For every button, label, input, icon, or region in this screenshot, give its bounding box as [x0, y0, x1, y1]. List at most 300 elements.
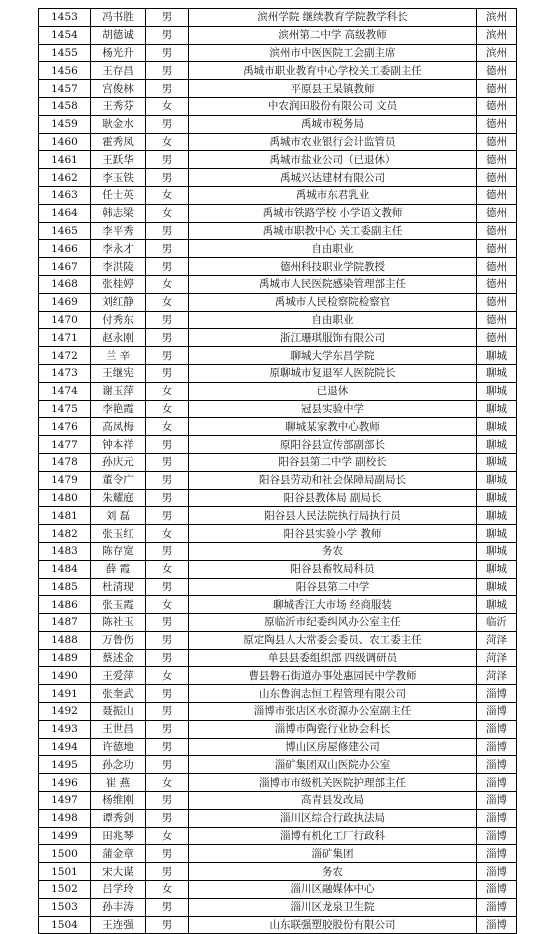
- city-cell: 德州: [477, 240, 517, 258]
- city-cell: 淄博: [477, 845, 517, 863]
- table-row: [39, 542, 517, 560]
- row-number-cell: 1497: [39, 792, 91, 810]
- gender-cell: 男: [146, 9, 189, 27]
- workplace-cell: 禹城市人民检察院检察官: [189, 293, 477, 311]
- name-cell: 耿金水: [91, 115, 146, 133]
- city-cell: 淄博: [477, 792, 517, 810]
- workplace-cell: 禹城市职业教育中心学校关工委副主任: [189, 62, 477, 80]
- table-row: [39, 311, 517, 329]
- city-cell: 德州: [477, 329, 517, 347]
- gender-cell: 女: [146, 133, 189, 151]
- gender-cell: 男: [146, 631, 189, 649]
- workplace-cell: 阳谷县劳动和社会保障局副局长: [189, 471, 477, 489]
- row-number-cell: 1492: [39, 703, 91, 721]
- city-cell: 淄博: [477, 685, 517, 703]
- name-cell: 李玉铁: [91, 169, 146, 187]
- workplace-cell: 淄矿集团: [189, 845, 477, 863]
- city-cell: 临沂: [477, 614, 517, 632]
- name-cell: 宫俊林: [91, 80, 146, 98]
- city-cell: 德州: [477, 62, 517, 80]
- gender-cell: 女: [146, 667, 189, 685]
- table-row: [39, 703, 517, 721]
- city-cell: 淄博: [477, 720, 517, 738]
- city-cell: 滨州: [477, 44, 517, 62]
- workplace-cell: 原定陶县人大常委会委员、农工委主任: [189, 631, 477, 649]
- city-cell: 德州: [477, 204, 517, 222]
- city-cell: 聊城: [477, 578, 517, 596]
- row-number-cell: 1454: [39, 26, 91, 44]
- row-number-cell: 1484: [39, 560, 91, 578]
- gender-cell: 男: [146, 649, 189, 667]
- table-row: [39, 97, 517, 115]
- workplace-cell: 禹城市东君乳业: [189, 186, 477, 204]
- city-cell: 淄博: [477, 881, 517, 899]
- city-cell: 聊城: [477, 453, 517, 471]
- row-number-cell: 1499: [39, 827, 91, 845]
- city-cell: 聊城: [477, 542, 517, 560]
- name-cell: 王秀芬: [91, 97, 146, 115]
- table-row: [39, 62, 517, 80]
- gender-cell: 男: [146, 26, 189, 44]
- city-cell: 淄博: [477, 809, 517, 827]
- row-number-cell: 1460: [39, 133, 91, 151]
- table-row: [39, 418, 517, 436]
- table-row: [39, 667, 517, 685]
- gender-cell: 女: [146, 881, 189, 899]
- gender-cell: 男: [146, 809, 189, 827]
- name-cell: 王跃华: [91, 151, 146, 169]
- row-number-cell: 1459: [39, 115, 91, 133]
- city-cell: 聊城: [477, 507, 517, 525]
- table-row: [39, 293, 517, 311]
- name-cell: 王继宪: [91, 364, 146, 382]
- workplace-cell: 禹城市人民医院感染管理部主任: [189, 275, 477, 293]
- name-cell: 薛 霞: [91, 560, 146, 578]
- table-row: [39, 275, 517, 293]
- gender-cell: 男: [146, 738, 189, 756]
- workplace-cell: 原阳谷县宣传部副部长: [189, 436, 477, 454]
- workplace-cell: 淄博有机化工厂行政科: [189, 827, 477, 845]
- city-cell: 菏泽: [477, 649, 517, 667]
- row-number-cell: 1461: [39, 151, 91, 169]
- table-row: [39, 916, 517, 934]
- table-row: [39, 169, 517, 187]
- row-number-cell: 1498: [39, 809, 91, 827]
- workplace-cell: 已退休: [189, 382, 477, 400]
- gender-cell: 男: [146, 489, 189, 507]
- gender-cell: 男: [146, 222, 189, 240]
- name-cell: 蔡述金: [91, 649, 146, 667]
- workplace-cell: 禹城市盐业公司（已退休）: [189, 151, 477, 169]
- roster-body: [39, 9, 517, 934]
- table-row: [39, 507, 517, 525]
- row-number-cell: 1456: [39, 62, 91, 80]
- workplace-cell: 阳谷县实验小学 教师: [189, 525, 477, 543]
- name-cell: 张玉红: [91, 525, 146, 543]
- name-cell: 谢玉萍: [91, 382, 146, 400]
- table-row: [39, 347, 517, 365]
- table-row: [39, 774, 517, 792]
- row-number-cell: 1464: [39, 204, 91, 222]
- row-number-cell: 1465: [39, 222, 91, 240]
- row-number-cell: 1482: [39, 525, 91, 543]
- name-cell: 韩志梁: [91, 204, 146, 222]
- city-cell: 德州: [477, 293, 517, 311]
- row-number-cell: 1471: [39, 329, 91, 347]
- gender-cell: 男: [146, 756, 189, 774]
- row-number-cell: 1496: [39, 774, 91, 792]
- row-number-cell: 1462: [39, 169, 91, 187]
- name-cell: 霍秀凤: [91, 133, 146, 151]
- city-cell: 聊城: [477, 436, 517, 454]
- workplace-cell: 阳谷县第二中学: [189, 578, 477, 596]
- table-row: [39, 881, 517, 899]
- table-row: [39, 863, 517, 881]
- table-row: [39, 596, 517, 614]
- city-cell: 菏泽: [477, 631, 517, 649]
- city-cell: 淄博: [477, 703, 517, 721]
- name-cell: 万鲁伤: [91, 631, 146, 649]
- name-cell: 高凤梅: [91, 418, 146, 436]
- city-cell: 聊城: [477, 525, 517, 543]
- table-row: [39, 560, 517, 578]
- row-number-cell: 1483: [39, 542, 91, 560]
- city-cell: 聊城: [477, 596, 517, 614]
- name-cell: 张玉霞: [91, 596, 146, 614]
- city-cell: 德州: [477, 97, 517, 115]
- workplace-cell: 淄矿集团双山医院办公室: [189, 756, 477, 774]
- table-row: [39, 364, 517, 382]
- table-row: [39, 578, 517, 596]
- roster-table: [38, 8, 517, 934]
- gender-cell: 男: [146, 898, 189, 916]
- row-number-cell: 1463: [39, 186, 91, 204]
- row-number-cell: 1501: [39, 863, 91, 881]
- name-cell: 王存昌: [91, 62, 146, 80]
- row-number-cell: 1468: [39, 275, 91, 293]
- table-row: [39, 685, 517, 703]
- row-number-cell: 1481: [39, 507, 91, 525]
- row-number-cell: 1502: [39, 881, 91, 899]
- workplace-cell: 淄博市陶瓷行业协会科长: [189, 720, 477, 738]
- gender-cell: 男: [146, 845, 189, 863]
- table-row: [39, 471, 517, 489]
- gender-cell: 男: [146, 578, 189, 596]
- name-cell: 陈存宽: [91, 542, 146, 560]
- name-cell: 崔 燕: [91, 774, 146, 792]
- table-row: [39, 756, 517, 774]
- row-number-cell: 1488: [39, 631, 91, 649]
- gender-cell: 女: [146, 382, 189, 400]
- table-row: [39, 151, 517, 169]
- city-cell: 聊城: [477, 400, 517, 418]
- workplace-cell: 禹城兴达建材有限公司: [189, 169, 477, 187]
- workplace-cell: 中农润田股份有限公司 文员: [189, 97, 477, 115]
- workplace-cell: 聊城大学东昌学院: [189, 347, 477, 365]
- gender-cell: 男: [146, 80, 189, 98]
- name-cell: 兰 辛: [91, 347, 146, 365]
- gender-cell: 男: [146, 115, 189, 133]
- city-cell: 淄博: [477, 827, 517, 845]
- workplace-cell: 禹城市铁路学校 小学语文教师: [189, 204, 477, 222]
- workplace-cell: 淄川区融媒体中心: [189, 881, 477, 899]
- row-number-cell: 1495: [39, 756, 91, 774]
- row-number-cell: 1503: [39, 898, 91, 916]
- table-row: [39, 489, 517, 507]
- row-number-cell: 1486: [39, 596, 91, 614]
- workplace-cell: 冠县实验中学: [189, 400, 477, 418]
- workplace-cell: 自由职业: [189, 311, 477, 329]
- row-number-cell: 1477: [39, 436, 91, 454]
- row-number-cell: 1467: [39, 258, 91, 276]
- row-number-cell: 1455: [39, 44, 91, 62]
- city-cell: 德州: [477, 80, 517, 98]
- gender-cell: 男: [146, 258, 189, 276]
- name-cell: 冯书胜: [91, 9, 146, 27]
- workplace-cell: 禹城市税务局: [189, 115, 477, 133]
- name-cell: 孙念功: [91, 756, 146, 774]
- gender-cell: 女: [146, 560, 189, 578]
- name-cell: 田兆琴: [91, 827, 146, 845]
- workplace-cell: 禹城市农业银行会计监管员: [189, 133, 477, 151]
- row-number-cell: 1476: [39, 418, 91, 436]
- gender-cell: 女: [146, 293, 189, 311]
- name-cell: 付秀东: [91, 311, 146, 329]
- table-row: [39, 240, 517, 258]
- city-cell: 聊城: [477, 471, 517, 489]
- workplace-cell: 阳谷县畜牧局科员: [189, 560, 477, 578]
- table-row: [39, 436, 517, 454]
- gender-cell: 女: [146, 275, 189, 293]
- city-cell: 淄博: [477, 898, 517, 916]
- city-cell: 淄博: [477, 774, 517, 792]
- name-cell: 刘红静: [91, 293, 146, 311]
- name-cell: 刘 磊: [91, 507, 146, 525]
- workplace-cell: 淄博市市级机关医院护理部主任: [189, 774, 477, 792]
- name-cell: 杜清现: [91, 578, 146, 596]
- row-number-cell: 1490: [39, 667, 91, 685]
- table-row: [39, 827, 517, 845]
- table-row: [39, 9, 517, 27]
- city-cell: 滨州: [477, 9, 517, 27]
- table-row: [39, 204, 517, 222]
- workplace-cell: 阳谷县第二中学 副校长: [189, 453, 477, 471]
- gender-cell: 男: [146, 703, 189, 721]
- name-cell: 董令广: [91, 471, 146, 489]
- name-cell: 王连强: [91, 916, 146, 934]
- name-cell: 朱耀庭: [91, 489, 146, 507]
- row-number-cell: 1504: [39, 916, 91, 934]
- gender-cell: 男: [146, 44, 189, 62]
- workplace-cell: 滨州第二中学 高级教师: [189, 26, 477, 44]
- table-row: [39, 649, 517, 667]
- name-cell: 李艳霞: [91, 400, 146, 418]
- gender-cell: 女: [146, 418, 189, 436]
- name-cell: 宋大谋: [91, 863, 146, 881]
- name-cell: 胡德诚: [91, 26, 146, 44]
- workplace-cell: 聊城香江大市场 经商服装: [189, 596, 477, 614]
- name-cell: 杨维刚: [91, 792, 146, 810]
- name-cell: 赵永刚: [91, 329, 146, 347]
- gender-cell: 女: [146, 774, 189, 792]
- table-row: [39, 400, 517, 418]
- city-cell: 德州: [477, 275, 517, 293]
- workplace-cell: 自由职业: [189, 240, 477, 258]
- city-cell: 聊城: [477, 418, 517, 436]
- row-number-cell: 1480: [39, 489, 91, 507]
- city-cell: 德州: [477, 222, 517, 240]
- row-number-cell: 1470: [39, 311, 91, 329]
- city-cell: 淄博: [477, 863, 517, 881]
- name-cell: 许德地: [91, 738, 146, 756]
- gender-cell: 男: [146, 614, 189, 632]
- name-cell: 李永才: [91, 240, 146, 258]
- workplace-cell: 聊城某家教中心教师: [189, 418, 477, 436]
- gender-cell: 男: [146, 347, 189, 365]
- gender-cell: 男: [146, 329, 189, 347]
- city-cell: 聊城: [477, 560, 517, 578]
- gender-cell: 男: [146, 169, 189, 187]
- workplace-cell: 务农: [189, 542, 477, 560]
- row-number-cell: 1500: [39, 845, 91, 863]
- workplace-cell: 禹城市职教中心 关工委副主任: [189, 222, 477, 240]
- gender-cell: 男: [146, 62, 189, 80]
- table-row: [39, 186, 517, 204]
- gender-cell: 女: [146, 596, 189, 614]
- gender-cell: 男: [146, 471, 189, 489]
- table-row: [39, 258, 517, 276]
- row-number-cell: 1457: [39, 80, 91, 98]
- name-cell: 吕学玲: [91, 881, 146, 899]
- table-row: [39, 898, 517, 916]
- gender-cell: 女: [146, 97, 189, 115]
- gender-cell: 女: [146, 827, 189, 845]
- workplace-cell: 淄川区综合行政执法局: [189, 809, 477, 827]
- workplace-cell: 单县县委组织部 四级调研员: [189, 649, 477, 667]
- gender-cell: 男: [146, 311, 189, 329]
- row-number-cell: 1478: [39, 453, 91, 471]
- city-cell: 德州: [477, 133, 517, 151]
- workplace-cell: 阳谷县人民法院执行局执行员: [189, 507, 477, 525]
- table-row: [39, 329, 517, 347]
- city-cell: 淄博: [477, 916, 517, 934]
- gender-cell: 女: [146, 204, 189, 222]
- workplace-cell: 高青县发改局: [189, 792, 477, 810]
- row-number-cell: 1453: [39, 9, 91, 27]
- row-number-cell: 1458: [39, 97, 91, 115]
- table-row: [39, 80, 517, 98]
- table-row: [39, 525, 517, 543]
- city-cell: 德州: [477, 151, 517, 169]
- city-cell: 聊城: [477, 347, 517, 365]
- gender-cell: 男: [146, 542, 189, 560]
- table-row: [39, 44, 517, 62]
- workplace-cell: 阳谷县教体局 副局长: [189, 489, 477, 507]
- gender-cell: 男: [146, 507, 189, 525]
- workplace-cell: 原聊城市复退军人医院院长: [189, 364, 477, 382]
- table-row: [39, 115, 517, 133]
- name-cell: 李平秀: [91, 222, 146, 240]
- name-cell: 任士英: [91, 186, 146, 204]
- row-number-cell: 1493: [39, 720, 91, 738]
- name-cell: 张桂婷: [91, 275, 146, 293]
- table-row: [39, 631, 517, 649]
- workplace-cell: 淄川区龙泉卫生院: [189, 898, 477, 916]
- gender-cell: 男: [146, 240, 189, 258]
- gender-cell: 女: [146, 400, 189, 418]
- workplace-cell: 曹县磐石街道办事处惠园民中学教师: [189, 667, 477, 685]
- city-cell: 滨州: [477, 26, 517, 44]
- gender-cell: 男: [146, 720, 189, 738]
- workplace-cell: 原临沂市纪委纠风办公室主任: [189, 614, 477, 632]
- workplace-cell: 平原县王杲镇教师: [189, 80, 477, 98]
- table-row: [39, 133, 517, 151]
- table-row: [39, 845, 517, 863]
- gender-cell: 男: [146, 436, 189, 454]
- name-cell: 陈社玉: [91, 614, 146, 632]
- name-cell: 孙庆元: [91, 453, 146, 471]
- name-cell: 聂振山: [91, 703, 146, 721]
- table-row: [39, 792, 517, 810]
- row-number-cell: 1485: [39, 578, 91, 596]
- city-cell: 菏泽: [477, 667, 517, 685]
- workplace-cell: 滨州学院 继续教育学院教学科长: [189, 9, 477, 27]
- workplace-cell: 山东联强塑胶股份有限公司: [189, 916, 477, 934]
- city-cell: 德州: [477, 169, 517, 187]
- row-number-cell: 1491: [39, 685, 91, 703]
- table-row: [39, 382, 517, 400]
- table-row: [39, 453, 517, 471]
- row-number-cell: 1474: [39, 382, 91, 400]
- gender-cell: 女: [146, 525, 189, 543]
- row-number-cell: 1494: [39, 738, 91, 756]
- row-number-cell: 1489: [39, 649, 91, 667]
- gender-cell: 男: [146, 916, 189, 934]
- row-number-cell: 1479: [39, 471, 91, 489]
- gender-cell: 男: [146, 453, 189, 471]
- city-cell: 淄博: [477, 738, 517, 756]
- city-cell: 淄博: [477, 756, 517, 774]
- table-row: [39, 26, 517, 44]
- row-number-cell: 1475: [39, 400, 91, 418]
- roster-sheet: [38, 8, 516, 934]
- gender-cell: 男: [146, 863, 189, 881]
- city-cell: 德州: [477, 311, 517, 329]
- workplace-cell: 德州科技职业学院教授: [189, 258, 477, 276]
- table-row: [39, 809, 517, 827]
- gender-cell: 男: [146, 151, 189, 169]
- gender-cell: 女: [146, 186, 189, 204]
- name-cell: 蒲金章: [91, 845, 146, 863]
- city-cell: 德州: [477, 115, 517, 133]
- gender-cell: 男: [146, 364, 189, 382]
- city-cell: 聊城: [477, 364, 517, 382]
- workplace-cell: 山东鲁润志恒工程管理有限公司: [189, 685, 477, 703]
- row-number-cell: 1487: [39, 614, 91, 632]
- name-cell: 王爱萍: [91, 667, 146, 685]
- workplace-cell: 务农: [189, 863, 477, 881]
- city-cell: 德州: [477, 186, 517, 204]
- name-cell: 孙丰涛: [91, 898, 146, 916]
- table-row: [39, 720, 517, 738]
- workplace-cell: 浙江珊琪服饰有限公司: [189, 329, 477, 347]
- workplace-cell: 淄博市张店区水资源办公室副主任: [189, 703, 477, 721]
- workplace-cell: 滨州市中医医院工会副主席: [189, 44, 477, 62]
- name-cell: 谭秀剑: [91, 809, 146, 827]
- row-number-cell: 1472: [39, 347, 91, 365]
- name-cell: 王世昌: [91, 720, 146, 738]
- workplace-cell: 博山区房屋修建公司: [189, 738, 477, 756]
